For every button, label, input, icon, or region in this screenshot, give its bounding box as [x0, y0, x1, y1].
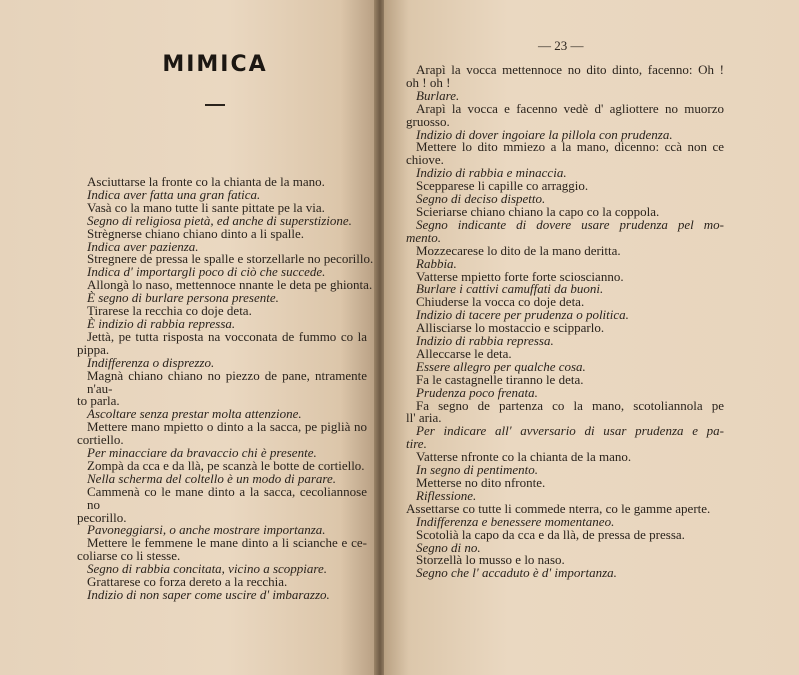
text-line: Essere allegro per qualche cosa.: [416, 358, 586, 374]
text-line: oh ! oh !: [406, 74, 451, 90]
right-page-text: [406, 64, 724, 580]
text-line: Burlare i cattivi camuffati da buoni.: [416, 281, 604, 297]
text-line: Ascoltare senza prestar molta attenzione.: [87, 406, 302, 422]
text-line: Alleccarse le deta.: [416, 345, 512, 361]
text-line: Mozzecarese lo dito de la mano deritta.: [416, 242, 621, 258]
text-line: Fa segno de partenza co la mano, scotoliannola pe: [416, 397, 724, 413]
text-line: Chiuderse la vocca co doje deta.: [416, 294, 585, 310]
text-line: mento.: [406, 229, 442, 245]
text-line: Scepparese li capille co arraggio.: [416, 178, 589, 194]
text-line: Indica aver fatta una gran fatica.: [87, 186, 261, 202]
text-line: Strègnerse chiano chiano dinto a li spalle.: [87, 225, 304, 241]
text-line: Fa le castagnelle tiranno le deta.: [416, 371, 584, 387]
text-line: È indizio di rabbia repressa.: [87, 315, 236, 331]
text-line: Burlare.: [416, 87, 460, 103]
text-line: Arapì la vocca e facenno vedè d' agliottere no muorzo: [416, 100, 724, 116]
text-line: pecorillo.: [77, 509, 127, 525]
text-line: ll' aria.: [406, 410, 442, 426]
text-line: In segno di pentimento.: [416, 462, 539, 478]
text-line: Indifferenza e benessere momentaneo.: [416, 513, 615, 529]
text-line: Cammenà co le mane dinto a la sacca, cecoliannose no: [87, 483, 367, 512]
text-line: Indica d' importargli poco di ciò che succede.: [87, 264, 326, 280]
text-line: Vatterse mpietto forte forte scioscianno.: [416, 268, 624, 284]
text-line: Metterse no dito nfronte.: [416, 475, 546, 490]
left-page-text: [77, 174, 374, 602]
title-divider: [205, 104, 225, 106]
text-line: Mettere lo dito mmiezo a la mano, dicenno: ccà non ce: [416, 139, 724, 155]
text-line: cortiello.: [77, 432, 124, 448]
text-line: Storzellà lo musso e lo naso.: [416, 552, 565, 568]
text-line: gruosso.: [406, 113, 450, 129]
text-line: Grattarese co forza dereto a la recchia.: [87, 574, 288, 590]
text-line: Pavoneggiarsi, o anche mostrare importanza.: [87, 522, 326, 538]
text-line: Nella scherma del coltello è un modo di parare.: [87, 470, 337, 486]
text-line: Indica aver pazienza.: [87, 238, 199, 254]
text-line: Assettarse co tutte li commede nterra, co le gamme aperte.: [406, 500, 711, 516]
text-line: Per minacciare da bravaccio chi è presente.: [87, 445, 317, 461]
text-line: Rabbia.: [416, 255, 457, 271]
page-number: — 23 —: [538, 38, 584, 53]
text-line: Vasà co la mano tutte li sante pittate pe la via.: [87, 199, 325, 215]
text-line: Per indicare all' avversario di usar prudenza e pa-: [416, 423, 724, 439]
text-line: Scotolià la capo da cca e da llà, de pressa de pressa.: [416, 526, 685, 542]
text-line: pippa.: [77, 341, 110, 357]
text-line: to parla.: [77, 393, 120, 409]
text-line: Magnà chiano chiano no piezzo de pane, ntramente n'au-: [87, 367, 367, 396]
text-line: Vatterse nfronte co la chianta de la mano.: [416, 449, 632, 465]
text-line: Segno di rabbia concitata, vicino a scoppiare.: [87, 561, 327, 577]
text-line: Indizio di non saper come uscire d' imbarazzo.: [87, 587, 330, 602]
text-line: Scieriarse chiano chiano la capo co la coppola.: [416, 203, 660, 219]
text-line: Allisciarse lo mostaccio e scipparlo.: [416, 320, 605, 336]
text-line: Indizio di rabbia e minaccia.: [416, 165, 567, 181]
text-line: Indifferenza o disprezzo.: [87, 354, 215, 370]
text-line: Riflessione.: [416, 487, 477, 503]
text-line: Jettà, pe tutta risposta na vocconata de fummo co la: [87, 328, 367, 344]
text-line: Segno di no.: [416, 539, 481, 555]
text-line: Allongà lo naso, mettennoce nnante le deta pe ghionta.: [87, 277, 373, 293]
text-line: È segno di burlare persona presente.: [87, 290, 279, 306]
text-line: Mettere mano mpietto o dinto a la sacca, pe piglià no: [87, 419, 367, 435]
text-line: Segno di religiosa pietà, ed anche di superstizione.: [87, 212, 352, 228]
text-line: Tirarese la recchia co doje deta.: [87, 303, 252, 319]
right-page: [384, 0, 799, 675]
text-line: Indizio di tacere per prudenza o politica.: [416, 307, 629, 323]
text-line: Segno che l' accaduto è d' importanza.: [416, 565, 617, 581]
text-line: Arapì la vocca mettennoce no dito dinto, facenno: Oh !: [416, 62, 724, 77]
text-line: Stregnere de pressa le spalle e storzellarle no pecorillo.: [87, 251, 374, 267]
text-line: tire.: [406, 436, 427, 452]
text-line: coliarse co li stesse.: [77, 548, 181, 564]
text-line: Segno di deciso dispetto.: [416, 191, 546, 207]
text-line: Zompà da cca e da llà, pe scanzà le botte de cortiello.: [87, 457, 365, 473]
text-line: Segno indicante di dovere usare prudenza pel mo-: [416, 216, 724, 232]
text-line: Prudenza poco frenata.: [416, 384, 538, 400]
text-line: Indizio di rabbia repressa.: [416, 333, 554, 349]
text-line: Mettere le femmene le mane dinto a li scianche e ce-: [87, 535, 367, 551]
text-line: chiove.: [406, 152, 444, 168]
text-line: Asciuttarse la fronte co la chianta de la mano.: [87, 174, 325, 189]
page-title: MIMICA: [162, 52, 268, 77]
text-line: Indizio di dover ingoiare la pillola con prudenza.: [416, 126, 673, 142]
left-page: [0, 0, 378, 675]
